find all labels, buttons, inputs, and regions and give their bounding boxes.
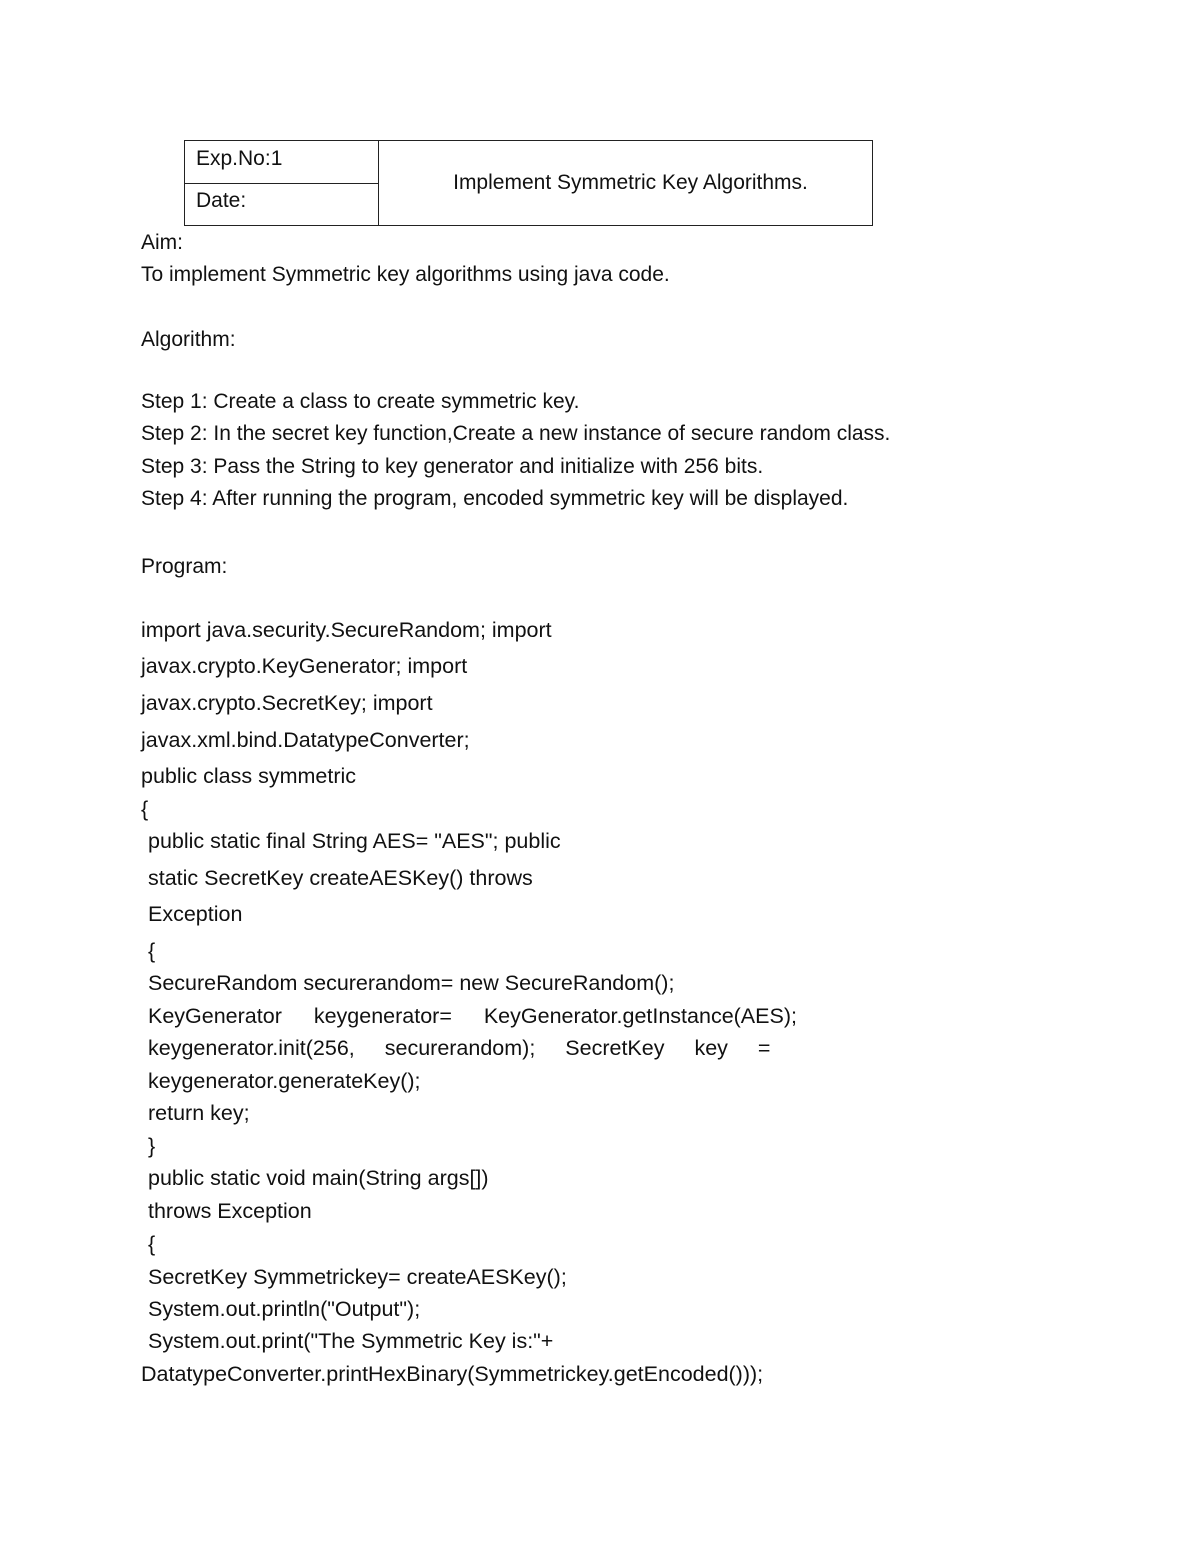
code-line: javax.crypto.KeyGenerator; import: [141, 654, 468, 678]
code-line: public static final String AES= "AES"; public: [148, 829, 561, 853]
program-heading: Program:: [141, 555, 228, 578]
code-line: DatatypeConverter.printHexBinary(Symmetrickey.getEncoded()));: [141, 1362, 764, 1386]
code-line: System.out.print("The Symmetric Key is:"+: [148, 1329, 554, 1353]
code-line: System.out.println("Output");: [148, 1297, 421, 1321]
code-line: SecureRandom securerandom= new SecureRandom();: [148, 971, 675, 995]
header-left-column: [185, 141, 379, 225]
code-line: {: [148, 939, 156, 963]
code-line: }: [148, 1134, 156, 1158]
aim-text: To implement Symmetric key algorithms using java code.: [141, 263, 670, 286]
code-line: public static void main(String args[]): [148, 1166, 489, 1190]
aim-heading: Aim:: [141, 231, 183, 254]
code-line: public class symmetric: [141, 764, 357, 788]
date-label: Date:: [196, 189, 247, 212]
algorithm-step-2: Step 2: In the secret key function,Create a new instance of secure random class.: [141, 422, 891, 445]
algorithm-step-3: Step 3: Pass the String to key generator and initialize with 256 bits.: [141, 455, 764, 478]
code-line: static SecretKey createAESKey() throws: [148, 866, 533, 890]
code-line: return key;: [148, 1101, 250, 1125]
experiment-title: Implement Symmetric Key Algorithms.: [453, 171, 808, 194]
algorithm-step-1: Step 1: Create a class to create symmetric key.: [141, 390, 580, 413]
exp-no-cell: [185, 141, 378, 184]
code-line: {: [148, 1232, 156, 1256]
code-line: Exception: [148, 902, 243, 926]
code-line: {: [141, 797, 149, 821]
code-line: keygenerator.init(256, securerandom); SecretKey key =: [148, 1036, 771, 1060]
exp-no-label: Exp.No:1: [196, 147, 283, 170]
algorithm-step-4: Step 4: After running the program, encoded symmetric key will be displayed.: [141, 487, 849, 510]
code-line: KeyGenerator keygenerator= KeyGenerator.getInstance(AES);: [148, 1004, 797, 1028]
code-line: keygenerator.generateKey();: [148, 1069, 421, 1093]
code-line: import java.security.SecureRandom; import: [141, 618, 552, 642]
experiment-header-table: [184, 140, 873, 226]
code-line: throws Exception: [148, 1199, 312, 1223]
algorithm-heading: Algorithm:: [141, 328, 236, 351]
date-cell: [185, 184, 378, 226]
code-line: javax.crypto.SecretKey; import: [141, 691, 433, 715]
code-line: javax.xml.bind.DatatypeConverter;: [141, 728, 470, 752]
code-line: SecretKey Symmetrickey= createAESKey();: [148, 1265, 567, 1289]
